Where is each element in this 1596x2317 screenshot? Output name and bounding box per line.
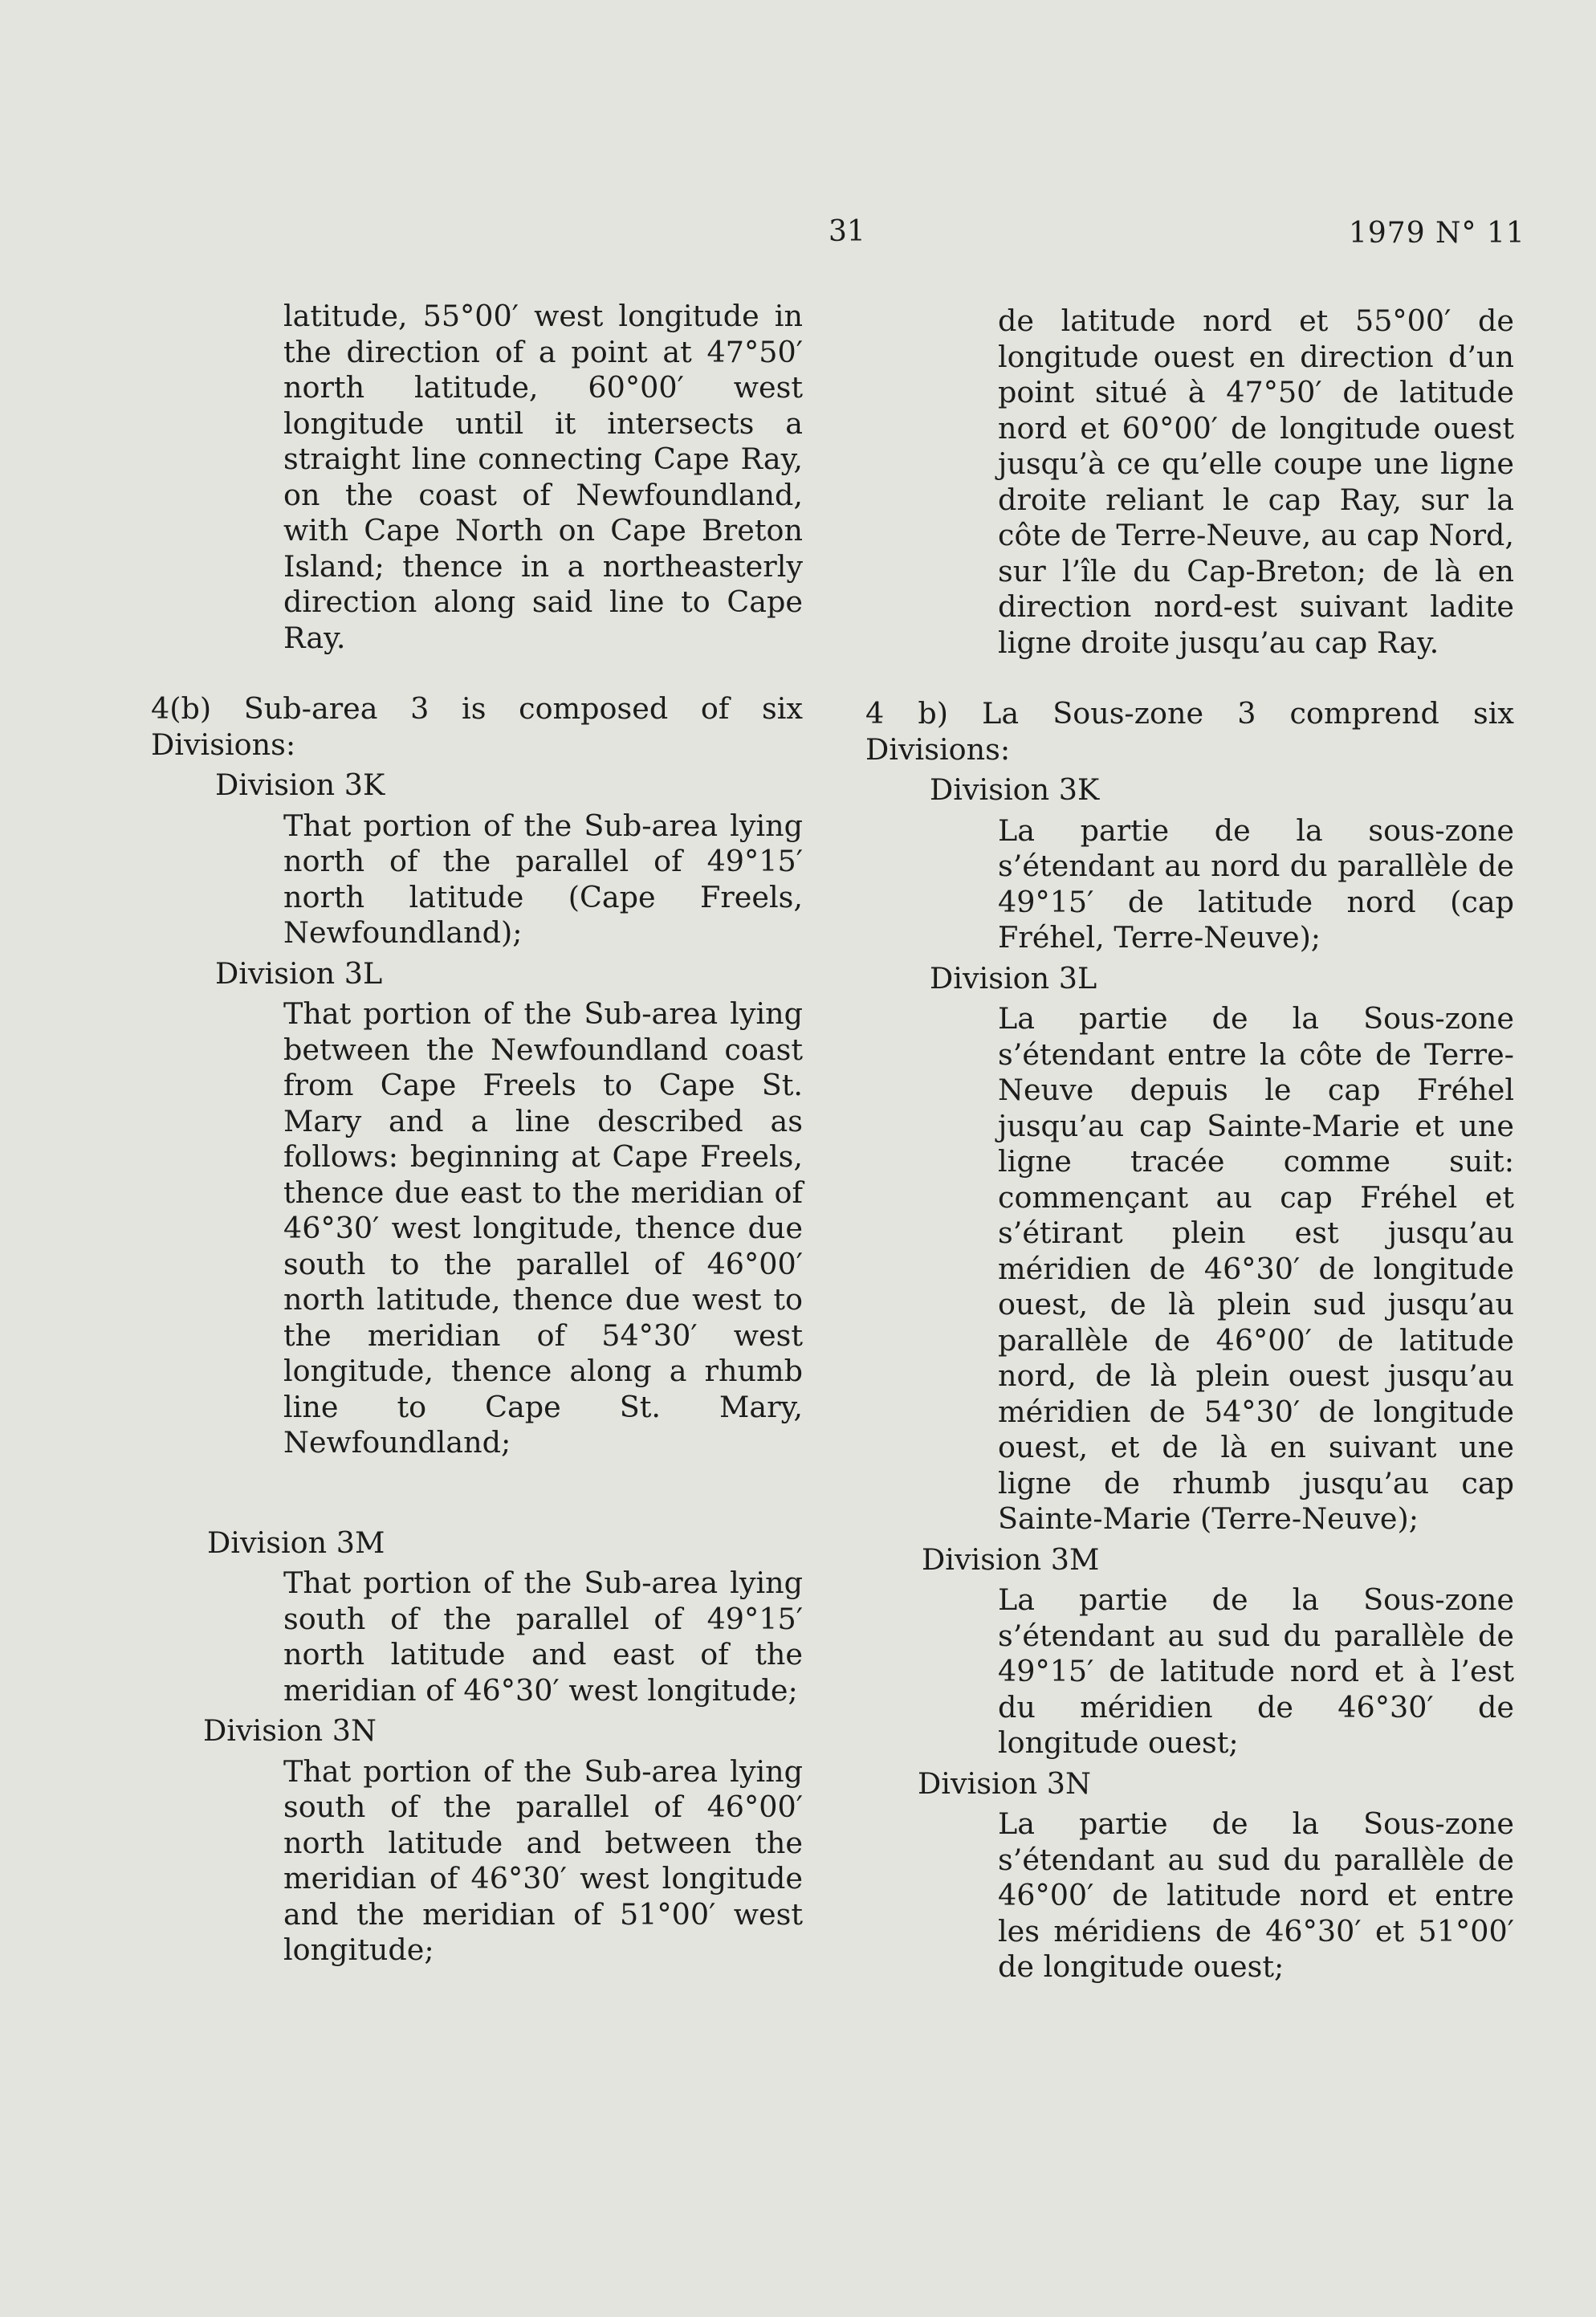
- english-column: [151, 299, 803, 1969]
- english-division-3m-title: Division 3M: [207, 1525, 385, 1560]
- french-section-lead: 4 b) La Sous-zone 3 comprend six Divisions:: [865, 696, 1514, 767]
- english-division-3k-title: Division 3K: [215, 768, 385, 802]
- english-division-3l-text: That portion of the Sub-area lying between the Newfoundland coast from Cape Freels to Cape St. Mary and a line described as follows: beginning at Cape Freels, thence due east to the meridian of 46°30′ west longitude, thence due south to the parallel of 46°00′ north latitude, thence due west to the meridian of 54°30′ west longitude, thence along a rhumb line to Cape St. Mary, Newfoundland;: [283, 996, 803, 1460]
- french-division-3m-text: La partie de la Sous-zone s’étendant au sud du parallèle de 49°15′ de latitude nord et à l’est du méridien de 46°30′ de longitude ouest;: [998, 1582, 1514, 1760]
- french-division-3l-title: Division 3L: [930, 960, 1097, 996]
- french-division-3k-text: La partie de la sous-zone s’étendant au nord du parallèle de 49°15′ de latitude nord (cap Fréhel, Terre-Neuve);: [998, 812, 1514, 955]
- english-division-3l-title: Division 3L: [215, 955, 383, 991]
- french-division-3n-title: Division 3N: [918, 1765, 1091, 1801]
- french-division-3k-title: Division 3K: [930, 772, 1100, 807]
- french-intro-paragraph: de latitude nord et 55°00′ de longitude ouest en direction d’un point situé à 47°50′ de latitude nord et 60°00′ de longitude ouest jusqu’à ce qu’elle coupe une ligne droite reliant le cap Ray, sur la côte de Terre-Neuve, au cap Nord, sur l’île du Cap-Breton; de là en direction nord-est suivant ladite ligne droite jusqu’au cap Ray.: [998, 303, 1514, 660]
- english-division-3k-text: That portion of the Sub-area lying north of the parallel of 49°15′ north latitude (Cape Freels, Newfoundland);: [283, 808, 803, 950]
- english-division-3m-text: That portion of the Sub-area lying south of the parallel of 49°15′ north latitude and east of the meridian of 46°30′ west longitude;: [283, 1566, 803, 1708]
- page-number: 31: [829, 215, 865, 248]
- english-section-lead: 4(b) Sub-area 3 is composed of six Divisions:: [151, 691, 803, 762]
- french-division-3m-title: Division 3M: [922, 1541, 1100, 1577]
- english-intro-paragraph: latitude, 55°00′ west longitude in the direction of a point at 47°50′ north latitude, 60°00′ west longitude until it intersects a straight line connecting Cape Ray, on the coast of Newfoundland, with Cape North on Cape Breton Island; thence in a northeasterly direction along said line to Cape Ray.: [283, 299, 803, 655]
- french-division-3l-text: La partie de la Sous-zone s’étendant entre la côte de Terre-Neuve depuis le cap Fréhel jusqu’au cap Sainte-Marie et une ligne tracée comme suit: commençant au cap Fréhel et s’étirant plein est jusqu’au méridien de 46°30′ de longitude ouest, de là plein sud jusqu’au parallèle de 46°00′ de latitude nord, de là plein ouest jusqu’au méridien de 54°30′ de longitude ouest, et de là en suivant une ligne de rhumb jusqu’au cap Sainte-Marie (Terre-Neuve);: [998, 1001, 1514, 1536]
- gazette-reference: 1979 N° 11: [1349, 217, 1525, 250]
- french-division-3n-text: La partie de la Sous-zone s’étendant au sud du parallèle de 46°00′ de latitude nord et entre les méridiens de 46°30′ et 51°00′ de longitude ouest;: [998, 1806, 1514, 1984]
- english-division-3n-text: That portion of the Sub-area lying south of the parallel of 46°00′ north latitude and between the meridian of 46°30′ west longitude and the meridian of 51°00′ west longitude;: [283, 1753, 803, 1967]
- french-column: [865, 303, 1514, 1985]
- english-division-3n-title: Division 3N: [203, 1713, 377, 1748]
